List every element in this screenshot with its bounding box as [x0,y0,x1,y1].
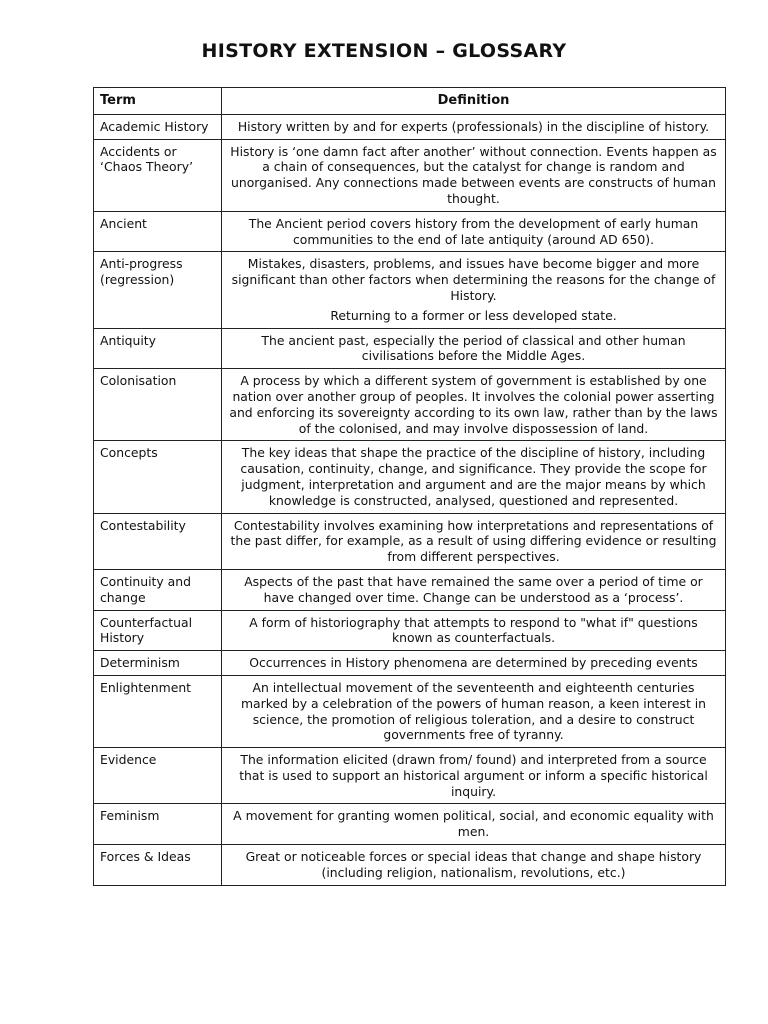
definition-paragraph: History is ‘one damn fact after another’ without connection. Events happen as a chain of consequences, but the catalyst for change is random and unorganised. Any connections made between events are constructs of human thought. [230,143,717,206]
glossary-definition [222,211,726,252]
glossary-definition [222,114,726,139]
definition-paragraph: Returning to a former or less developed state. [330,307,617,323]
table-row [94,328,726,369]
glossary-term: Counterfactual History [94,610,222,651]
glossary-definition [222,804,726,845]
definition-paragraph: Aspects of the past that have remained the same over a period of time or have changed over time. Change can be understood as a ‘process’. [244,573,703,605]
definition-paragraph: Mistakes, disasters, problems, and issues have become bigger and more significant than other factors when determining the reasons for the change of History. [231,256,716,303]
glossary-table [93,87,726,886]
definition-paragraph: The information elicited (drawn from/ found) and interpreted from a source that is used to support an historical argument or inform a specific historical inquiry. [239,752,708,799]
glossary-term: Ancient [94,211,222,252]
definition-paragraph: An intellectual movement of the seventeenth and eighteenth centuries marked by a celebration of the powers of human reason, a keen interest in science, the promotion of religious toleration, and a desire to construct governments free of tyranny. [240,679,707,743]
definition-paragraph: A form of historiography that attempts to respond to "what if" questions known as counterfactuals. [249,614,698,646]
table-row [94,139,726,211]
glossary-term: Evidence [94,748,222,804]
glossary-term: Antiquity [94,328,222,369]
definition-paragraph: Great or noticeable forces or special ideas that change and shape history (including religion, nationalism, revolutions, etc.) [245,849,702,880]
glossary-term: Determinism [94,651,222,676]
glossary-term: Anti-progress (regression) [94,252,222,328]
glossary-definition [222,441,726,513]
table-row [94,675,726,747]
glossary-term: Academic History [94,114,222,139]
table-row [94,569,726,610]
table-row [94,845,726,886]
definition-paragraph: Contestability involves examining how interpretations and representations of the past differ, for example, as a result of using differing evidence or resulting from different perspectives. [230,517,717,565]
glossary-definition [222,139,726,211]
page-title: HISTORY EXTENSION – GLOSSARY [201,40,567,62]
table-row [94,211,726,252]
glossary-term: Forces & Ideas [94,845,222,886]
term-column-header: Term [94,88,222,115]
table-row [94,651,726,676]
glossary-definition [222,328,726,369]
table-row [94,748,726,804]
glossary-definition [222,610,726,651]
definition-column-header: Definition [222,88,726,115]
table-row [94,513,726,569]
definition-paragraph: The ancient past, especially the period of classical and other human civilisations before the Middle Ages. [261,332,686,364]
glossary-definition [222,748,726,804]
glossary-term: Colonisation [94,369,222,441]
glossary-term: Contestability [94,513,222,569]
definition-paragraph: A movement for granting women political, social, and economic equality with men. [233,808,714,840]
glossary-definition [222,675,726,747]
glossary-term: Feminism [94,804,222,845]
table-row [94,252,726,328]
glossary-term: Accidents or ‘Chaos Theory’ [94,139,222,211]
glossary-definition [222,569,726,610]
definition-paragraph: The Ancient period covers history from the development of early human communities to the end of late antiquity (around AD 650). [248,215,699,247]
glossary-term: Continuity and change [94,569,222,610]
glossary-definition [222,845,726,886]
glossary-definition [222,252,726,328]
glossary-definition [222,369,726,441]
glossary-body [94,114,726,885]
definition-paragraph: History written by and for experts (professionals) in the discipline of history. [237,118,710,134]
definition-paragraph: Occurrences in History phenomena are determined by preceding events [249,655,698,671]
table-row [94,610,726,651]
table-row [94,804,726,845]
table-row [94,114,726,139]
table-row [94,369,726,441]
glossary-definition [222,513,726,569]
definition-paragraph: The key ideas that shape the practice of the discipline of history, including causation, continuity, change, and significance. They provide the scope for judgment, interpretation and argument and are the major means by which knowledge is constructed, analysed, questioned and represented. [240,445,707,508]
glossary-term: Enlightenment [94,675,222,747]
definition-paragraph: A process by which a different system of government is established by one nation over another group of peoples. It involves the colonial power asserting and enforcing its sovereignty according to its own law, rather than by the laws of the colonised, and may involve dispossession of land. [229,373,718,436]
table-header-row [94,88,726,115]
glossary-definition [222,651,726,676]
glossary-term: Concepts [94,441,222,513]
table-row [94,441,726,513]
